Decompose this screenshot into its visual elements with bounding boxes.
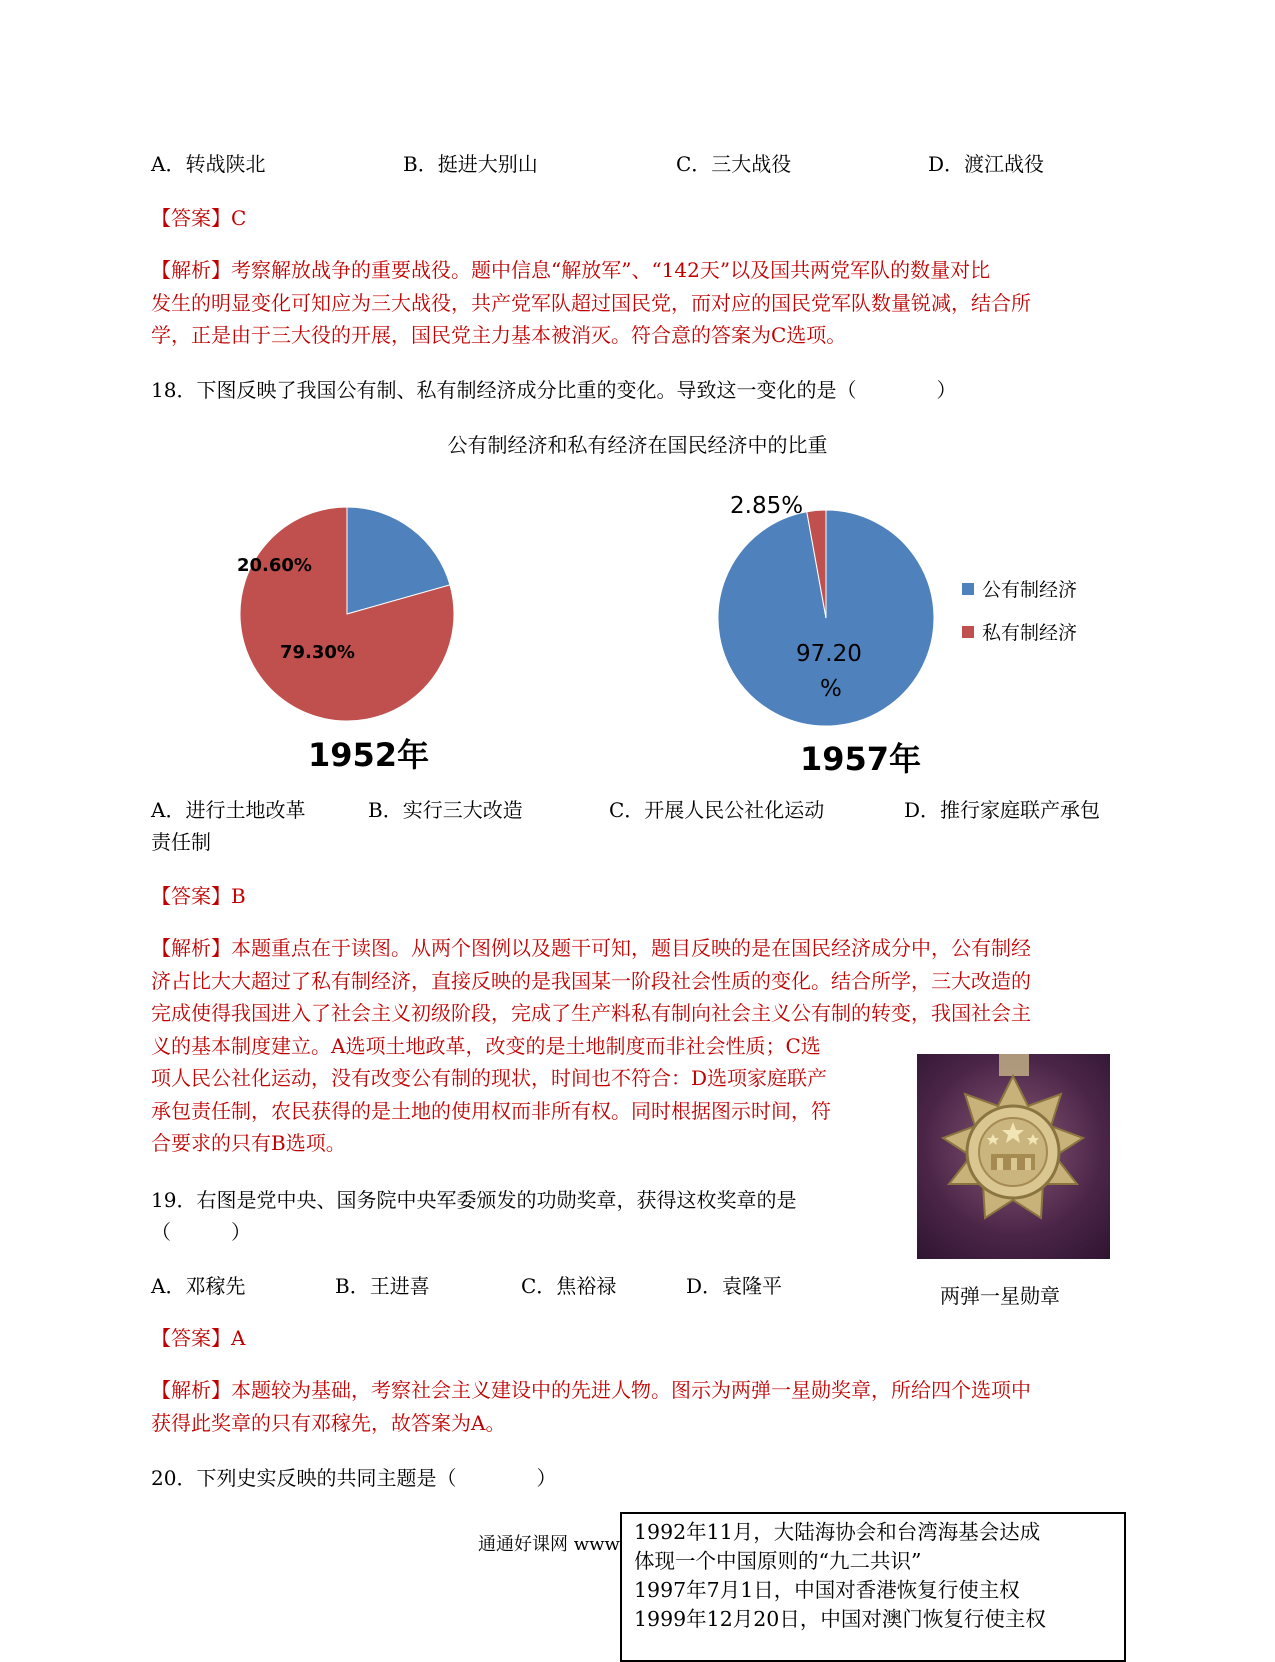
pie2-label-private: 2.85% (730, 493, 804, 519)
q20-fact-line: 1999年12月20日，中国对澳门恢复行使主权 (634, 1607, 1046, 1631)
q18-analysis-line: 项人民公社化运动，没有改变公有制的现状，时间也不符合：D选项家庭联产 (151, 1066, 828, 1090)
q17-analysis-line: 学，正是由于三大役的开展，国民党主力基本被消灭。符合意的答案为C选项。 (151, 323, 847, 347)
q18-analysis-line: 【解析】本题重点在于读图。从两个图例以及题干可知，题目反映的是在国民经济成分中，公有制经 (151, 936, 1031, 960)
medal-image (917, 1054, 1110, 1259)
pie-charts (0, 480, 1275, 780)
q18-option-d: D．推行家庭联产承包 (904, 798, 1101, 822)
q17-analysis-line: 【解析】考察解放战争的重要战役。题中信息“解放军”、“142天”以及国共两党军队的数量对比 (151, 258, 991, 282)
pie2-label-public: 97.20 (796, 641, 862, 667)
q19-option-c: C．焦裕禄 (521, 1274, 617, 1298)
q18-option-a: A．进行土地改革 (151, 798, 306, 822)
q18-option-c: C．开展人民公社化运动 (609, 798, 825, 822)
q19-analysis-line: 获得此奖章的只有邓稼先，故答案为A。 (151, 1410, 506, 1435)
legend-label-private: 私有制经济 (982, 622, 1078, 644)
q20-stem: 20．下列史实反映的共同主题是（ ） (151, 1466, 557, 1490)
q20-facts-box (620, 1512, 1126, 1662)
q17-option-c: C．三大战役 (676, 152, 792, 176)
q18-analysis (151, 932, 1031, 1160)
pie1-label-private: 79.30% (280, 642, 355, 663)
q18-option-b: B．实行三大改造 (368, 798, 523, 822)
medal-drawing (917, 1054, 1110, 1259)
q19-stem: 19．右图是党中央、国务院中央军委颁发的功勋奖章，获得这枚奖章的是 (151, 1188, 797, 1212)
q18-analysis-line: 济占比大大超过了私有制经济，直接反映的是我国某一阶段社会性质的变化。结合所学，三大改造的 (151, 968, 1031, 993)
q19-option-d: D．袁隆平 (686, 1274, 783, 1298)
q18-option-d-continued: 责任制 (151, 830, 211, 854)
legend-swatch-public (962, 583, 974, 595)
year-label-1957: 1957年 (800, 740, 922, 778)
legend-label-public: 公有制经济 (982, 579, 1078, 601)
q19-option-a: A．邓稼先 (151, 1274, 246, 1298)
year-label-1952: 1952年 (308, 736, 430, 774)
medal-caption: 两弹一星勋章 (940, 1284, 1060, 1308)
q18-analysis-line: 完成使得我国进入了社会主义初级阶段，完成了生产料私有制向社会主义公有制的转变，我国社会主 (151, 1001, 1031, 1025)
legend-swatch-private (962, 626, 974, 638)
q18-analysis-line: 义的基本制度建立。A选项土地政革，改变的是土地制度而非社会性质；C选 (151, 1033, 821, 1058)
q17-analysis (151, 254, 1031, 352)
q18-answer: 【答案】B (151, 884, 246, 908)
chart-legend (962, 575, 1077, 645)
legend-item-public (962, 575, 1077, 602)
q18-stem: 18．下图反映了我国公有制、私有制经济成分比重的变化。导致这一变化的是（ ） (151, 378, 957, 402)
q20-fact-line: 1997年7月1日，中国对香港恢复行使主权 (634, 1578, 1020, 1602)
q19-stem-bracket: （ ） (151, 1220, 251, 1244)
pie-1952 (240, 507, 454, 721)
q17-option-a: A．转战陕北 (151, 152, 266, 176)
footer-site-name: 通通好课网 www (478, 1534, 620, 1555)
q19-option-b: B．王进喜 (335, 1274, 430, 1298)
q19-analysis (151, 1374, 1031, 1439)
legend-item-private (962, 618, 1077, 645)
q17-analysis-line: 发生的明显变化可知应为三大战役，共产党军队超过国民党，而对应的国民党军队数量锐减，结合所 (151, 290, 1031, 315)
pie2-label-public-unit: % (820, 676, 842, 702)
q17-answer: 【答案】C (151, 206, 247, 230)
q20-fact-line: 1992年11月，大陆海协会和台湾海基会达成 (634, 1520, 1041, 1544)
q19-answer: 【答案】A (151, 1326, 246, 1350)
q18-analysis-line: 合要求的只有B选项。 (151, 1131, 346, 1155)
q19-analysis-line: 【解析】本题较为基础，考察社会主义建设中的先进人物。图示为两弹一星勋奖章，所给四个选项中 (151, 1378, 1031, 1402)
pie1-label-public: 20.60% (237, 555, 312, 576)
q17-option-d: D．渡江战役 (928, 152, 1045, 176)
q20-fact-line: 体现一个中国原则的“九二共识” (634, 1549, 922, 1573)
q18-analysis-line: 承包责任制，农民获得的是土地的使用权而非所有权。同时根据图示时间，符 (151, 1098, 831, 1123)
q17-option-b: B．挺进大别山 (403, 152, 538, 176)
chart-title: 公有制经济和私有经济在国民经济中的比重 (447, 433, 828, 457)
